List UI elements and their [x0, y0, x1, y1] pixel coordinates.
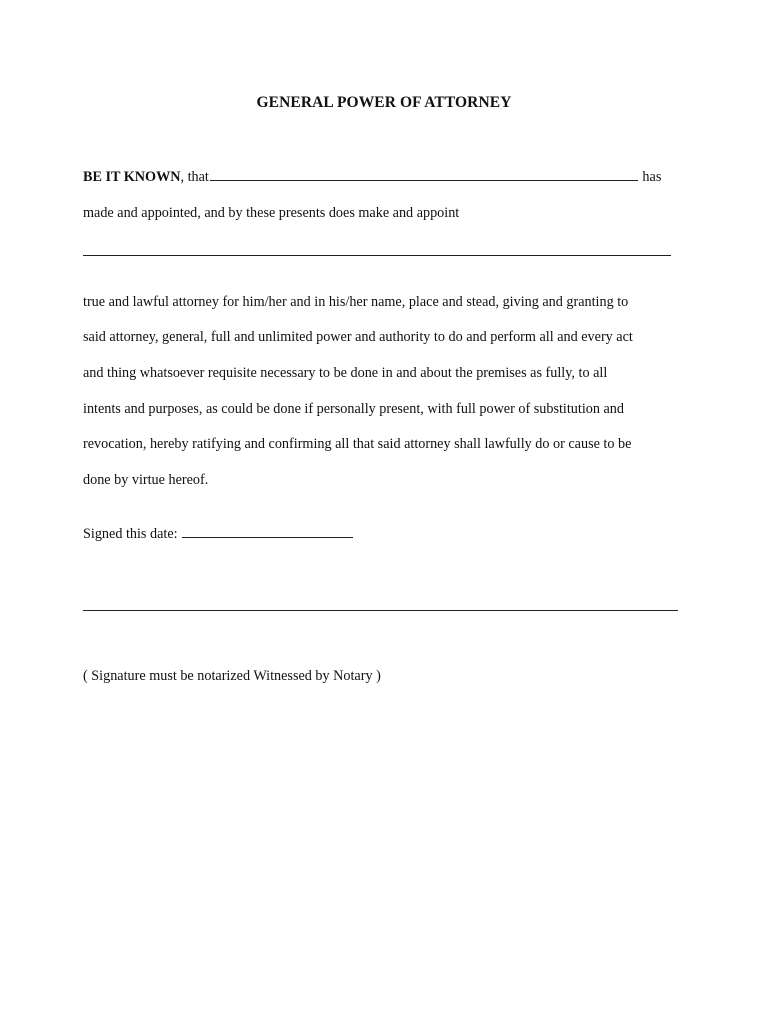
- signed-date-line: [83, 525, 354, 543]
- signed-date-label: Signed this date:: [83, 526, 178, 542]
- body-line: done by virtue hereof.: [83, 472, 209, 488]
- body-line: revocation, hereby ratifying and confirming all that said attorney shall lawfully do or cause to be: [83, 436, 632, 452]
- signature-line[interactable]: [83, 610, 678, 611]
- body-line: and thing whatsoever requisite necessary to be done in and about the premises as fully, to all: [83, 365, 608, 381]
- document-title: GENERAL POWER OF ATTORNEY: [256, 94, 512, 111]
- intro-after-blank: has: [642, 169, 662, 185]
- grantor-name-blank[interactable]: [210, 168, 638, 181]
- signed-date-blank[interactable]: [182, 525, 353, 538]
- body-line: said attorney, general, full and unlimited power and authority to do and perform all and every act: [83, 329, 633, 345]
- body-line: intents and purposes, as could be done if personally present, with full power of substitution and: [83, 401, 624, 417]
- appoint-line: made and appointed, and by these presents does make and appoint: [83, 205, 460, 221]
- body-line: true and lawful attorney for him/her and in his/her name, place and stead, giving and granting to: [83, 294, 629, 310]
- intro-line: [83, 168, 661, 186]
- notary-note: ( Signature must be notarized Witnessed by Notary ): [83, 668, 381, 684]
- attorney-name-blank[interactable]: [83, 255, 671, 256]
- intro-lead: BE IT KNOWN: [83, 169, 181, 185]
- intro-lead-after: , that: [180, 169, 209, 185]
